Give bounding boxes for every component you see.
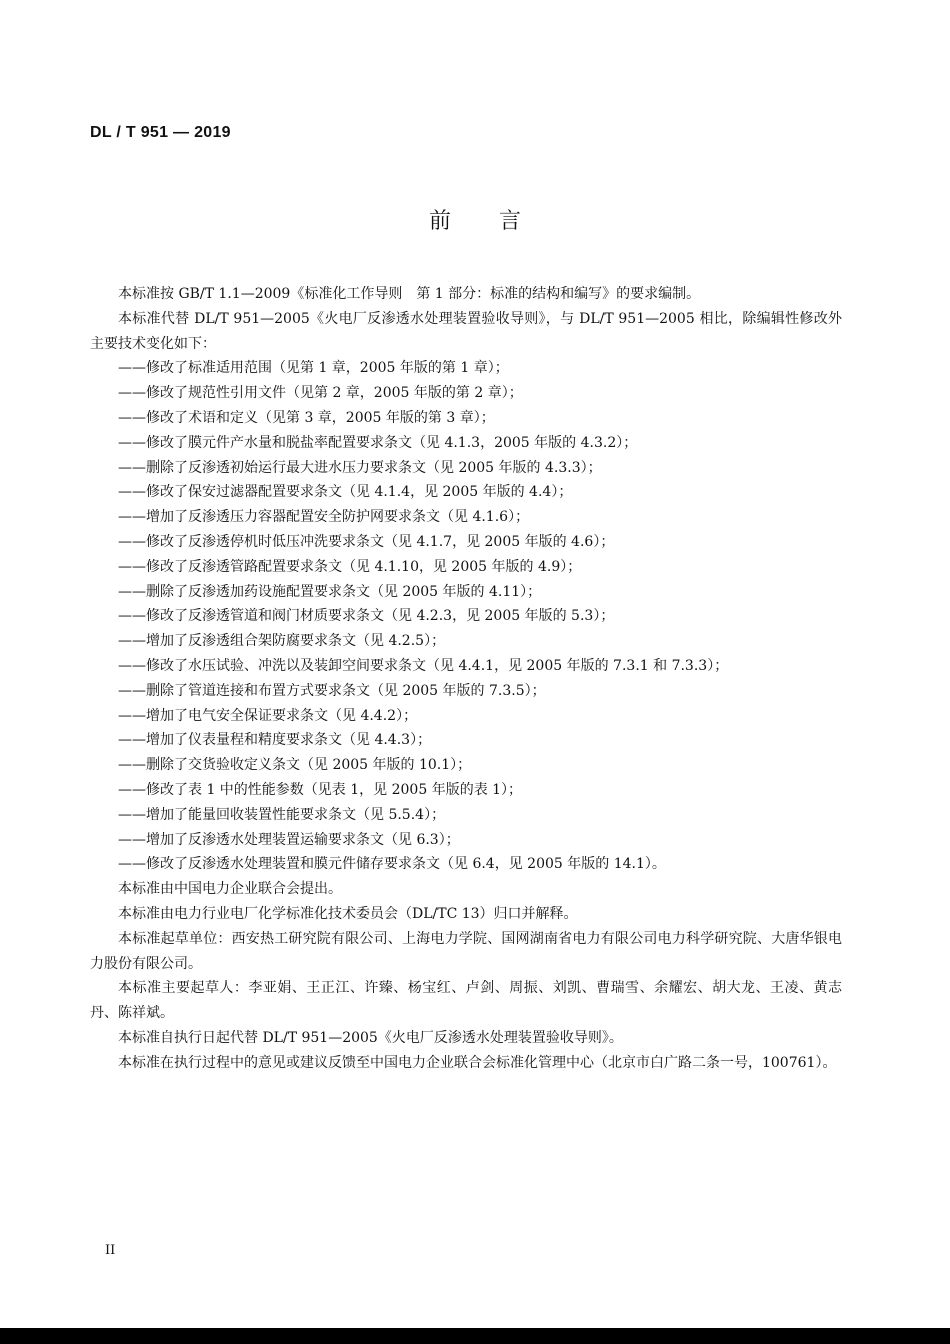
change-list (90, 356, 842, 877)
paragraph: 本标准由中国电力企业联合会提出。 (118, 881, 342, 898)
change-item: ——修改了标准适用范围（见第 1 章，2005 年版的第 1 章）； (118, 360, 509, 377)
change-item: ——修改了表 1 中的性能参数（见表 1，见 2005 年版的表 1）； (118, 781, 523, 798)
change-item: ——修改了反渗透管道和阀门材质要求条文（见 4.2.3，见 2005 年版的 5.3）； (118, 608, 615, 625)
change-item: ——修改了反渗透停机时低压冲洗要求条文（见 4.1.7，见 2005 年版的 4.6）； (118, 533, 615, 550)
change-item: ——修改了术语和定义（见第 3 章，2005 年版的第 3 章）； (118, 409, 495, 426)
paragraph: 本标准代替 DL/T 951—2005《火电厂反渗透水处理装置验收导则》，与 DL/T 951—2005 相比，除编辑性修改外主要技术变化如下： (90, 310, 842, 352)
change-item: ——删除了交货验收定义条文（见 2005 年版的 10.1）； (118, 757, 472, 774)
page-number: II (105, 1243, 116, 1258)
change-item: ——修改了膜元件产水量和脱盐率配置要求条文（见 4.1.3，2005 年版的 4.3.2）； (118, 434, 638, 451)
document-code: DL / T 951 — 2019 (90, 124, 231, 141)
paragraph: 本标准在执行过程中的意见或建议反馈至中国电力企业联合会标准化管理中心（北京市白广路二条一号，100761）。 (118, 1054, 837, 1071)
bottom-border (0, 1328, 950, 1344)
paragraph: 本标准主要起草人：李亚娟、王正江、许臻、杨宝红、卢剑、周振、刘凯、曹瑞雪、余耀宏、胡大龙、王凌、黄志丹、陈祥斌。 (90, 980, 842, 1022)
change-item: ——增加了能量回收装置性能要求条文（见 5.5.4）； (118, 806, 446, 823)
paragraph: 本标准起草单位：西安热工研究院有限公司、上海电力学院、国网湖南省电力有限公司电力科学研究院、大唐华银电力股份有限公司。 (90, 930, 842, 972)
change-item: ——删除了反渗透初始运行最大进水压力要求条文（见 2005 年版的 4.3.3）； (118, 459, 602, 476)
paragraph: 本标准按 GB/T 1.1—2009《标准化工作导则 第 1 部分：标准的结构和编写》的要求编制。 (118, 286, 701, 302)
change-item: ——修改了规范性引用文件（见第 2 章，2005 年版的第 2 章）； (118, 385, 523, 402)
change-item: ——增加了仪表量程和精度要求条文（见 4.4.3）； (118, 732, 432, 749)
change-item: ——删除了反渗透加药设施配置要求条文（见 2005 年版的 4.11）； (118, 583, 542, 600)
change-item: ——修改了保安过滤器配置要求条文（见 4.1.4，见 2005 年版的 4.4）； (118, 484, 573, 501)
page-title: 前言 (428, 209, 569, 234)
paragraph: 本标准由电力行业电厂化学标准化技术委员会（DL/TC 13）归口并解释。 (118, 905, 578, 922)
change-item: ——增加了反渗透水处理装置运输要求条文（见 6.3）； (118, 831, 460, 848)
paragraph: 本标准自执行日起代替 DL/T 951—2005《火电厂反渗透水处理装置验收导则》。 (118, 1029, 623, 1046)
change-item: ——增加了电气安全保证要求条文（见 4.4.2）； (118, 707, 418, 724)
change-item: ——增加了反渗透压力容器配置安全防护网要求条文（见 4.1.6）； (118, 509, 530, 526)
change-item: ——增加了反渗透组合架防腐要求条文（见 4.2.5）； (118, 633, 446, 650)
foreword-body (90, 282, 842, 1076)
change-item: ——修改了水压试验、冲洗以及装卸空间要求条文（见 4.4.1，见 2005 年版的 7.3.1 和 7.3.3）； (118, 657, 729, 674)
change-item: ——修改了反渗透管路配置要求条文（见 4.1.10，见 2005 年版的 4.9）； (118, 558, 582, 575)
change-item: ——删除了管道连接和布置方式要求条文（见 2005 年版的 7.3.5）； (118, 682, 546, 699)
change-item: ——修改了反渗透水处理装置和膜元件储存要求条文（见 6.4，见 2005 年版的 14.1）。 (118, 856, 666, 873)
